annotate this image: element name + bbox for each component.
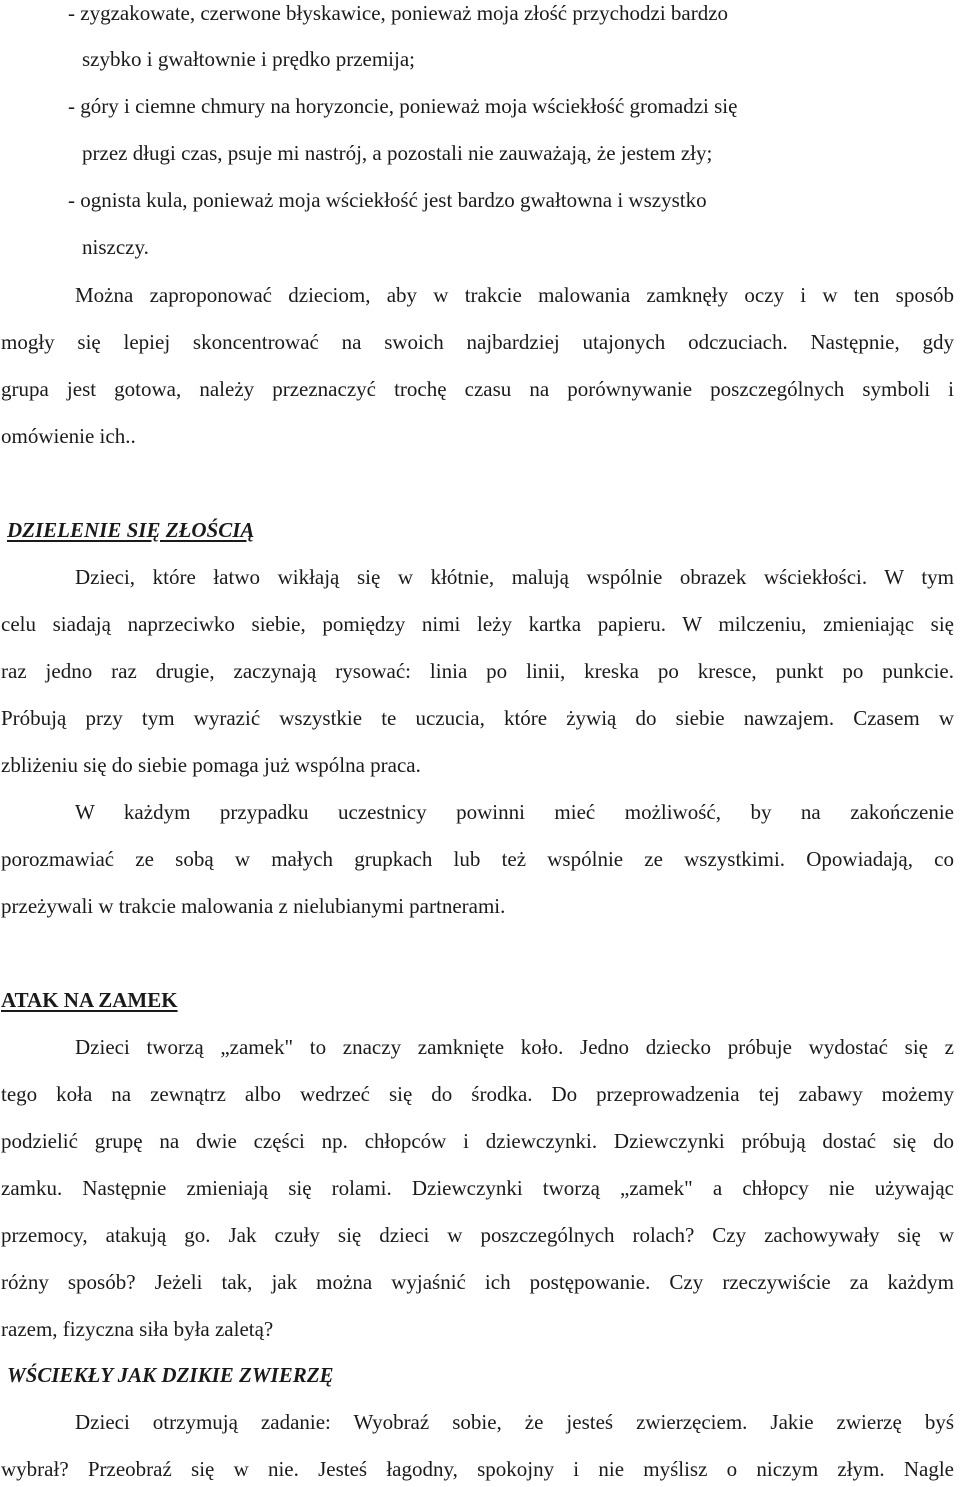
paragraph-line: podzielić grupę na dwie części np. chłopców i dziewczynki. Dziewczynki próbują dostać się do	[1, 1129, 954, 1153]
list-item-continuation: niszczy.	[82, 235, 149, 259]
paragraph-line: przemocy, atakują go. Jak czuły się dzieci w poszczególnych rolach? Czy zachowywały się w	[1, 1223, 954, 1247]
paragraph-line: Dzieci, które łatwo wikłają się w kłótnie, malują wspólnie obrazek wściekłości. W tym	[75, 565, 954, 589]
section-heading: DZIELENIE SIĘ ZŁOŚCIĄ	[7, 518, 255, 542]
paragraph-line: Można zaproponować dzieciom, aby w trakcie malowania zamknęły oczy i w ten sposób	[75, 283, 954, 307]
paragraph-line: razem, fizyczna siła była zaletą?	[1, 1317, 274, 1341]
paragraph-line: porozmawiać ze sobą w małych grupkach lub też wspólnie ze wszystkimi. Opowiadają, co	[1, 847, 954, 871]
paragraph-line: Próbują przy tym wyrazić wszystkie te uczucia, które żywią do siebie nawzajem. Czasem w	[1, 706, 954, 730]
paragraph-line: omówienie ich..	[1, 424, 136, 448]
paragraph-line: zbliżeniu się do siebie pomaga już wspólna praca.	[1, 753, 421, 777]
paragraph-line: celu siadają naprzeciwko siebie, pomiędzy nimi leży kartka papieru. W milczeniu, zmieniając się	[1, 612, 954, 636]
paragraph-line: różny sposób? Jeżeli tak, jak można wyjaśnić ich postępowanie. Czy rzeczywiście za każdym	[1, 1270, 954, 1294]
paragraph-line: przeżywali w trakcie malowania z nielubianymi partnerami.	[1, 894, 506, 918]
paragraph-line: wybrał? Przeobraź się w nie. Jesteś łagodny, spokojny i nie myślisz o niczym złym. Nagle	[1, 1457, 954, 1481]
paragraph-line: Dzieci tworzą „zamek" to znaczy zamknięte koło. Jedno dziecko próbuje wydostać się z	[75, 1035, 954, 1059]
section-heading: ATAK NA ZAMEK	[1, 988, 178, 1012]
list-item: - zygzakowate, czerwone błyskawice, ponieważ moja złość przychodzi bardzo	[68, 1, 729, 25]
paragraph-line: mogły się lepiej skoncentrować na swoich najbardziej utajonych odczuciach. Następnie, gdy	[1, 330, 954, 354]
paragraph-line: raz jedno raz drugie, zaczynają rysować: linia po linii, kreska po kresce, punkt po punkcie.	[1, 659, 954, 683]
list-item: - góry i ciemne chmury na horyzoncie, ponieważ moja wściekłość gromadzi się	[68, 94, 738, 118]
list-item-continuation: przez długi czas, psuje mi nastrój, a pozostali nie zauważają, że jestem zły;	[82, 141, 713, 165]
section-heading: WŚCIEKŁY JAK DZIKIE ZWIERZĘ	[7, 1363, 334, 1387]
paragraph-line: zamku. Następnie zmieniają się rolami. Dziewczynki tworzą „zamek" a chłopcy nie używając	[1, 1176, 954, 1200]
paragraph-line: Dzieci otrzymują zadanie: Wyobraź sobie, że jesteś zwierzęciem. Jakie zwierzę byś	[75, 1410, 954, 1434]
list-item-continuation: szybko i gwałtownie i prędko przemija;	[82, 47, 415, 71]
paragraph-line: W każdym przypadku uczestnicy powinni mieć możliwość, by na zakończenie	[75, 800, 954, 824]
paragraph-line: grupa jest gotowa, należy przeznaczyć trochę czasu na porównywanie poszczególnych symboli i	[1, 377, 954, 401]
list-item: - ognista kula, ponieważ moja wściekłość jest bardzo gwałtowna i wszystko	[68, 188, 707, 212]
paragraph-line: tego koła na zewnątrz albo wedrzeć się do środka. Do przeprowadzenia tej zabawy możemy	[1, 1082, 954, 1106]
